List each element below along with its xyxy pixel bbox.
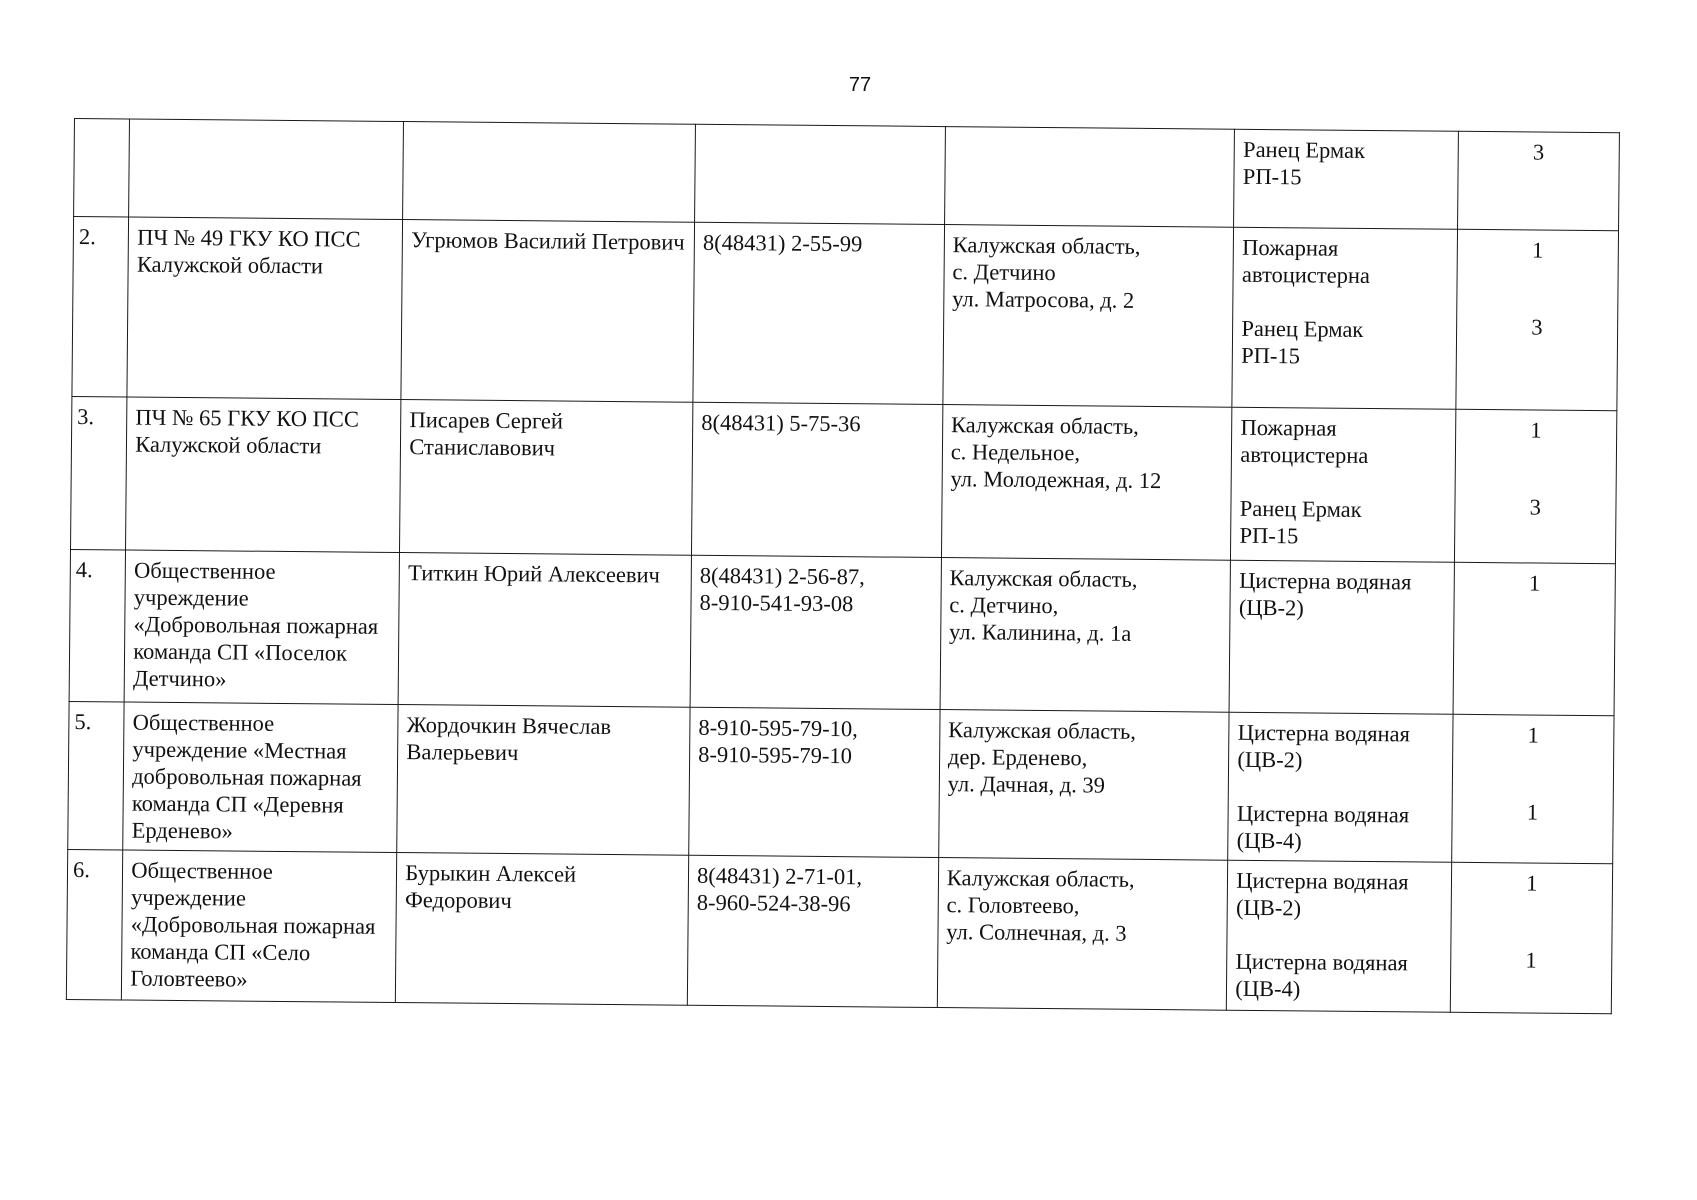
- head-name-cell: Писарев Сергей Станиславович: [400, 400, 693, 556]
- quantity-value: 3: [1532, 139, 1545, 165]
- phone-cell: [695, 124, 946, 224]
- quantity-cell: [1453, 562, 1616, 715]
- quantity-cell: [1457, 131, 1619, 230]
- equipment-cell: [1231, 407, 1456, 562]
- table-row: [68, 701, 1614, 863]
- quantity-value: 1: [1525, 947, 1537, 973]
- quantity-value: 1: [1531, 237, 1544, 263]
- equipment-item: Цистерна водяная (ЦВ-4): [1235, 948, 1408, 1002]
- quantity-value: 1: [1527, 722, 1539, 748]
- equipment-cell: [1232, 227, 1457, 409]
- quantity-value: 1: [1526, 870, 1538, 896]
- table-row: [66, 849, 1612, 1013]
- address-cell: Калужская область, с. Детчино ул. Матросова, д. 2: [943, 225, 1234, 408]
- row-number-cell: 2.: [72, 217, 129, 398]
- organization-cell: ПЧ № 49 ГКУ КО ПСС Калужской области: [127, 217, 403, 400]
- equipment-item: Ранец Ермак РП-15: [1242, 136, 1366, 190]
- organization-cell: [129, 119, 404, 220]
- table-row: [69, 549, 1615, 715]
- quantity-value: 1: [1530, 417, 1542, 443]
- equipment-item: Пожарная автоцистерна: [1241, 234, 1371, 288]
- quantity-value: 3: [1531, 314, 1543, 340]
- address-cell: [944, 127, 1234, 228]
- head-name-cell: Титкин Юрий Алексеевич: [398, 553, 691, 708]
- address-cell: Калужская область, с. Недельное, ул. Молодежная, д. 12: [941, 405, 1232, 561]
- head-name-cell: Бурыкин Алексей Федорович: [396, 853, 689, 1006]
- quantity-value: 1: [1528, 570, 1541, 596]
- table-row: [71, 396, 1617, 563]
- table-row: [72, 217, 1619, 411]
- head-name-cell: Жордочкин Вячеслав Валерьевич: [397, 705, 690, 856]
- organization-cell: Общественное учреждение «Добровольная пожарная команда СП «Село Головтеево»: [122, 850, 397, 1003]
- equipment-item: Ранец Ермак РП-15: [1241, 315, 1364, 369]
- equipment-cell: [1227, 860, 1452, 1012]
- quantity-value: 1: [1526, 799, 1539, 825]
- organization-cell: Общественное учреждение «Добровольная пожарная команда СП «Поселок Детчино»: [124, 550, 399, 705]
- quantity-cell: [1450, 862, 1613, 1013]
- organization-cell: Общественное учреждение «Местная добровольная пожарная команда СП «Деревня Ерденево»: [123, 702, 398, 853]
- phone-cell: 8(48431) 2-71-01, 8-960-524-38-96: [687, 855, 938, 1007]
- head-name-cell: Угрюмов Василий Петрович: [401, 220, 694, 403]
- equipment-item: Пожарная автоцистерна: [1240, 414, 1369, 468]
- equipment-cell: [1228, 712, 1453, 862]
- organization-cell: ПЧ № 65 ГКУ КО ПСС Калужской области: [126, 397, 401, 553]
- address-cell: Калужская область, дер. Ерденево, ул. Дачная, д. 39: [939, 710, 1230, 861]
- equipment-cell: [1229, 560, 1454, 714]
- table-row: [74, 119, 1620, 231]
- row-number-cell: [74, 119, 130, 218]
- row-number-cell: 6.: [66, 849, 123, 1000]
- address-cell: Калужская область, с. Головтеево, ул. Солнечная, д. 3: [937, 858, 1228, 1011]
- phone-cell: 8(48431) 2-55-99: [693, 222, 944, 404]
- quantity-cell: [1454, 409, 1617, 563]
- quantity-cell: [1455, 229, 1618, 410]
- row-number-cell: 3.: [71, 396, 128, 550]
- quantity-value: 3: [1529, 494, 1542, 520]
- equipment-item: Цистерна водяная (ЦВ-4): [1236, 800, 1410, 854]
- equipment-item: Цистерна водяная (ЦВ-2): [1237, 719, 1411, 773]
- fire-units-table-wrapper: [66, 118, 1620, 1014]
- fire-units-table: [66, 118, 1620, 1014]
- address-cell: Калужская область, с. Детчино, ул. Калинина, д. 1а: [940, 558, 1231, 713]
- head-name-cell: [403, 122, 696, 223]
- phone-cell: 8(48431) 5-75-36: [692, 402, 943, 557]
- phone-cell: 8(48431) 2-56-87, 8-910-541-93-08: [690, 555, 941, 709]
- equipment-item: Ранец Ермак РП-15: [1239, 495, 1362, 549]
- row-number-cell: 4.: [69, 549, 126, 702]
- page-number: 77: [848, 74, 872, 96]
- quantity-cell: [1451, 714, 1614, 863]
- phone-cell: 8-910-595-79-10, 8-910-595-79-10: [689, 707, 940, 857]
- equipment-item: Цистерна водяная (ЦВ-2): [1238, 567, 1412, 621]
- equipment-cell: [1234, 129, 1458, 229]
- equipment-item: Цистерна водяная (ЦВ-2): [1235, 867, 1409, 921]
- row-number-cell: 5.: [68, 701, 125, 850]
- table-body: [66, 119, 1619, 1014]
